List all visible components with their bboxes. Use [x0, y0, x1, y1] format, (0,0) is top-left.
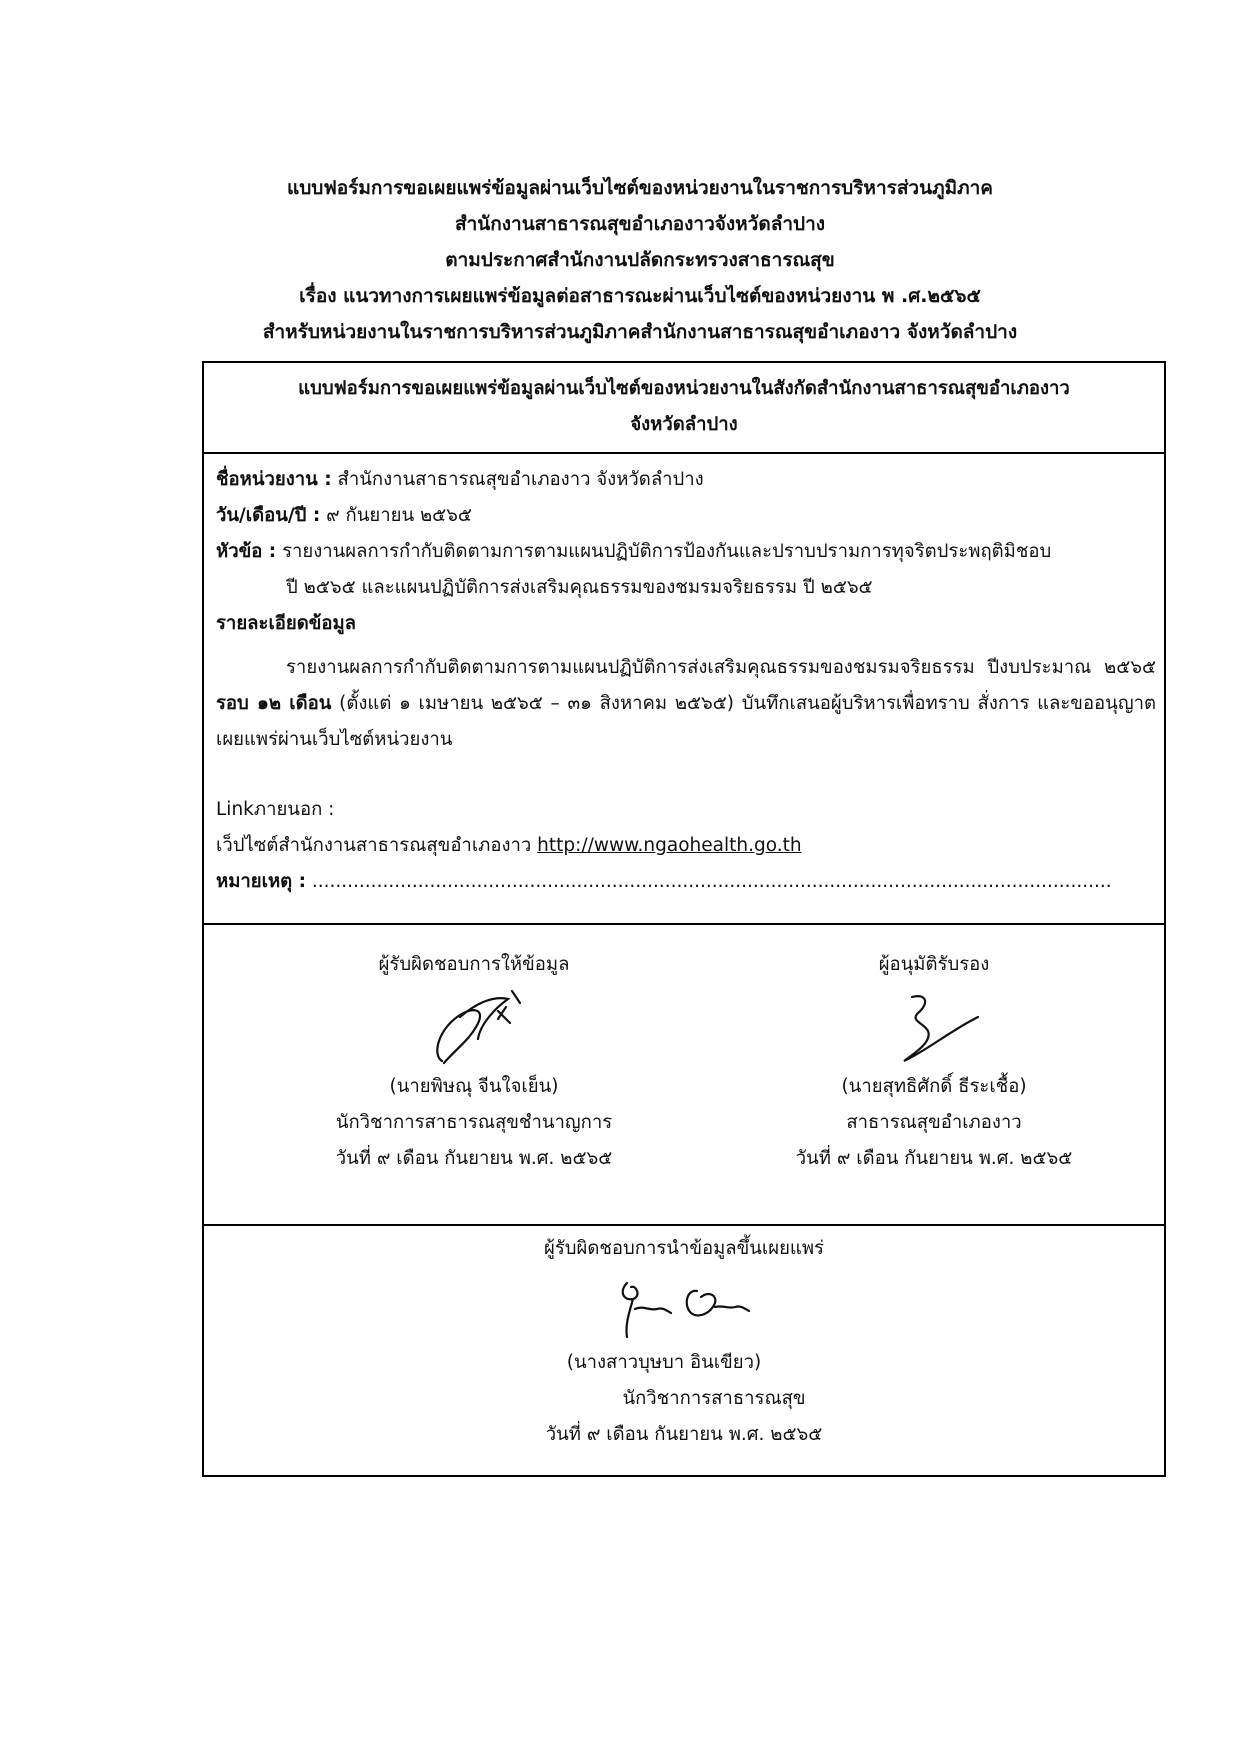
divider-info — [204, 923, 1164, 925]
header-line-2: สำนักงานสาธารณสุขอำเภองาวจังหวัดลำปาง — [454, 213, 826, 235]
provider-date: วันที่ ๙ เดือน กันยายน พ.ศ. ๒๕๖๕ — [335, 1148, 613, 1169]
website-link[interactable]: http://www.ngaohealth.go.th — [537, 835, 802, 856]
info-section — [216, 462, 1156, 900]
provider-signature — [414, 985, 534, 1069]
topic-value: รายงานผลการกำกับติดตามการตามแผนปฏิบัติการป้องกันและปราบปรามการทุจริตประพฤติมิชอบ — [276, 541, 1052, 562]
publisher-position: นักวิชาการสาธารณสุข — [622, 1388, 806, 1409]
link-label: Linkภายนอก : — [216, 799, 335, 820]
publisher-name: (นางสาวบุษบา อินเขียว) — [566, 1352, 762, 1373]
topic-label: หัวข้อ : — [216, 541, 277, 562]
date-row — [216, 498, 1156, 534]
unit-row — [216, 462, 1156, 498]
topic-value-2: ปี ๒๕๖๕ และแผนปฏิบัติการส่งเสริมคุณธรรมของชมรมจริยธรรม ปี ๒๕๖๕ — [286, 577, 873, 598]
date-value: ๙ กันยายน ๒๕๖๕ — [320, 505, 472, 526]
website-row — [216, 828, 1156, 864]
provider-name: (นายพิษณุ จีนใจเย็น) — [389, 1076, 559, 1097]
signature-block-provider — [264, 947, 684, 1177]
remark-label: หมายเหตุ : — [216, 871, 306, 892]
approver-signature — [874, 985, 994, 1069]
publisher-role: ผู้รับผิดชอบการนำข้อมูลขึ้นเผยแพร่ — [544, 1238, 824, 1259]
form-box — [202, 361, 1166, 1477]
unit-value: สำนักงานสาธารณสุขอำเภองาว จังหวัดลำปาง — [331, 469, 704, 490]
detail-label: รายละเอียดข้อมูล — [216, 613, 357, 634]
approver-name: (นายสุทธิศักดิ์ ธีระเชื้อ) — [841, 1076, 1027, 1097]
topic-row-continued — [216, 570, 1156, 606]
date-label: วัน/เดือน/ปี : — [216, 505, 321, 526]
box-title-line-2: จังหวัดลำปาง — [630, 414, 738, 435]
unit-label: ชื่อหน่วยงาน : — [216, 469, 332, 490]
detail-round: รอบ ๑๒ เดือน — [216, 693, 332, 714]
signature-block-approver — [724, 947, 1144, 1177]
header-line-3: ตามประกาศสำนักงานปลัดกระทรวงสาธารณสุข — [445, 249, 835, 271]
remark-value: ........................................................................................................................................ — [306, 871, 1112, 892]
remark-row — [216, 864, 1156, 900]
publisher-date: วันที่ ๙ เดือน กันยายน พ.ศ. ๒๕๖๕ — [545, 1424, 823, 1445]
approver-date: วันที่ ๙ เดือน กันยายน พ.ศ. ๒๕๖๕ — [795, 1148, 1073, 1169]
provider-role: ผู้รับผิดชอบการให้ข้อมูล — [378, 954, 570, 975]
box-title-line-1: แบบฟอร์มการขอเผยแพร่ข้อมูลผ่านเว็บไซต์ของหน่วยงานในสังกัดสำนักงานสาธารณสุขอำเภองาว — [298, 378, 1070, 399]
provider-position: นักวิชาการสาธารณสุขชำนาญการ — [335, 1112, 613, 1133]
header-line-4: เรื่อง แนวทางการเผยแพร่ข้อมูลต่อสาธารณะผ่านเว็บไซต์ของหน่วยงาน พ .ศ.๒๕๖๕ — [299, 285, 981, 307]
divider-signatures — [204, 1224, 1164, 1226]
approver-role: ผู้อนุมัติรับรอง — [878, 954, 990, 975]
box-title — [204, 371, 1164, 443]
signature-block-publisher — [434, 1231, 934, 1453]
approver-position: สาธารณสุขอำเภองาว — [846, 1112, 1022, 1133]
document-header — [200, 170, 1080, 350]
topic-row — [216, 534, 1156, 570]
detail-text-2: (ตั้งแต่ ๑ เมษายน ๒๕๖๕ – ๓๑ สิงหาคม ๒๕๖๕) บันทึกเสนอผู้บริหารเพื่อทราบ สั่งการ และขออนุญาตเผยแพร่ผ่านเว็บไซต์หน่วยงาน — [216, 693, 1156, 750]
divider-title — [204, 452, 1164, 454]
header-line-1: แบบฟอร์มการขอเผยแพร่ข้อมูลผ่านเว็บไซต์ของหน่วยงานในราชการบริหารส่วนภูมิภาค — [286, 177, 994, 199]
publisher-signature — [599, 1269, 769, 1345]
header-line-5: สำหรับหน่วยงานในราชการบริหารส่วนภูมิภาคสำนักงานสาธารณสุขอำเภองาว จังหวัดลำปาง — [262, 321, 1018, 343]
detail-text-1: รายงานผลการกำกับติดตามการตามแผนปฏิบัติการส่งเสริมคุณธรรมของชมรมจริยธรรม ปีงบประมาณ ๒๕๖๕ — [286, 657, 1156, 678]
website-text: เว็ปไซต์สำนักงานสาธารณสุขอำเภองาว — [216, 835, 538, 856]
detail-paragraph — [216, 650, 1156, 758]
